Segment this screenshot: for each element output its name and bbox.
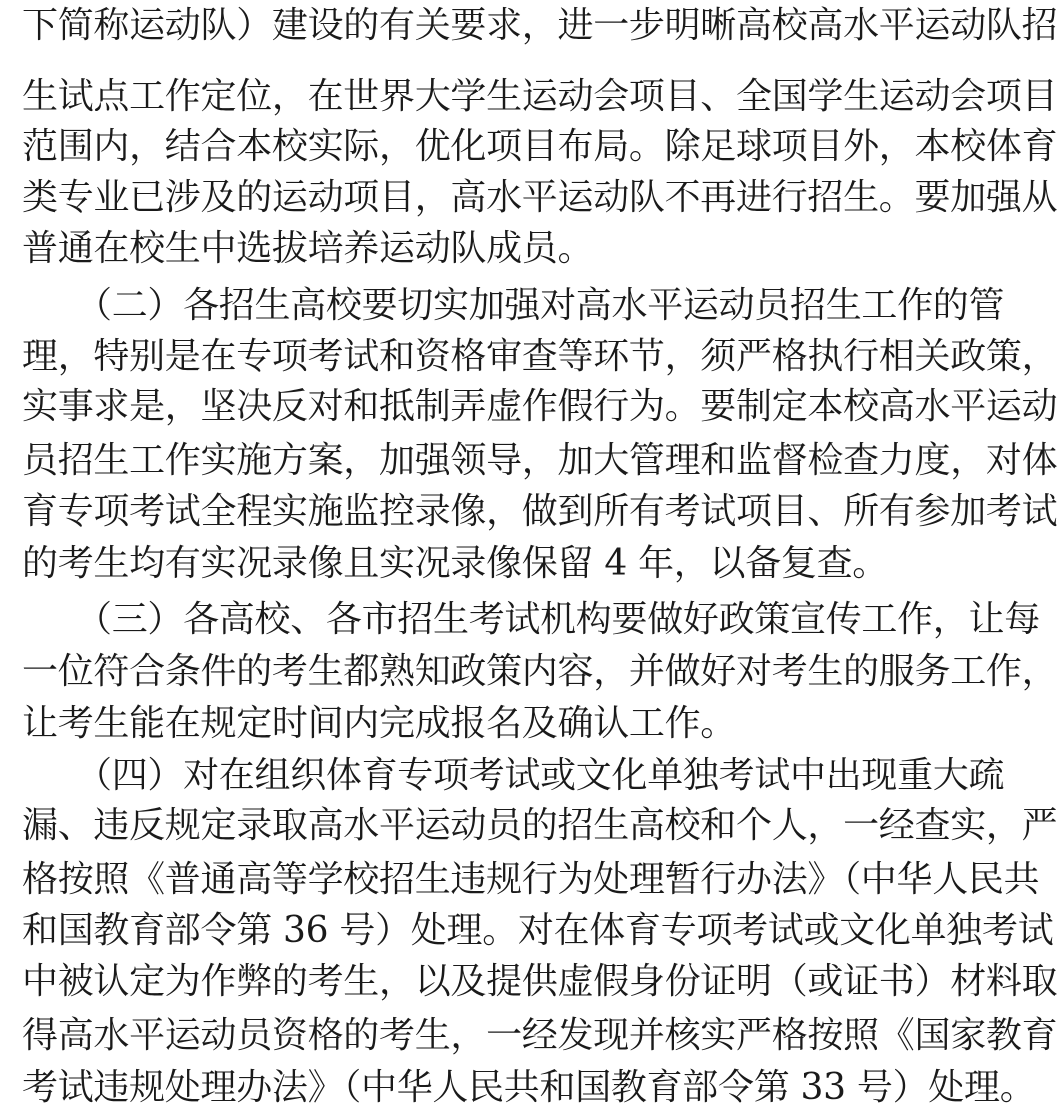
text-line: 考试违规处理办法》（中华人民共和国教育部令第 33 号）处理。 — [22, 1067, 1036, 1108]
text-line: 普通在校生中选拔培养运动队成员。 — [22, 228, 594, 269]
text-line: 一位符合条件的考生都熟知政策内容，并做好对考生的服务工作， — [22, 651, 1057, 692]
text-line: 漏、违反规定录取高水平运动员的招生高校和个人，一经查实，严 — [22, 805, 1057, 846]
text-line: 格按照《普通高等学校招生违规行为处理暂行办法》（中华人民共 — [22, 859, 1040, 900]
paragraph-start-line: （三）各高校、各市招生考试机构要做好政策宣传工作，让每 — [76, 599, 1040, 640]
text-line: 育专项考试全程实施监控录像，做到所有考试项目、所有参加考试 — [22, 491, 1057, 532]
text-line: 让考生能在规定时间内完成报名及确认工作。 — [22, 703, 737, 744]
text-line: 下简称运动队）建设的有关要求，进一步明晰高校高水平运动队招 — [22, 5, 1057, 46]
text-line: 得高水平运动员资格的考生，一经发现并核实严格按照《国家教育 — [22, 1015, 1057, 1056]
text-line: 员招生工作实施方案，加强领导，加大管理和监督检查力度，对体 — [22, 440, 1057, 481]
paragraph-start-line: （四）对在组织体育专项考试或文化单独考试中出现重大疏 — [76, 755, 1005, 796]
text-line: 实事求是，坚决反对和抵制弄虚作假行为。要制定本校高水平运动 — [22, 386, 1057, 427]
text-line: 和国教育部令第 36 号）处理。对在体育专项考试或文化单独考试 — [22, 910, 1054, 951]
paragraph-start-line: （二）各招生高校要切实加强对高水平运动员招生工作的管 — [76, 285, 1005, 326]
text-line: 中被认定为作弊的考生，以及提供虚假身份证明（或证书）材料取 — [22, 961, 1057, 1002]
text-line: 的考生均有实况录像且实况录像保留 4 年，以备复查。 — [22, 543, 888, 584]
text-line: 类专业已涉及的运动项目，高水平运动队不再进行招生。要加强从 — [22, 177, 1057, 218]
text-line: 理，特别是在专项考试和资格审查等环节，须严格执行相关政策， — [22, 336, 1057, 377]
text-line: 生试点工作定位，在世界大学生运动会项目、全国学生运动会项目 — [22, 76, 1057, 117]
text-line: 范围内，结合本校实际，优化项目布局。除足球项目外，本校体育 — [22, 126, 1057, 167]
